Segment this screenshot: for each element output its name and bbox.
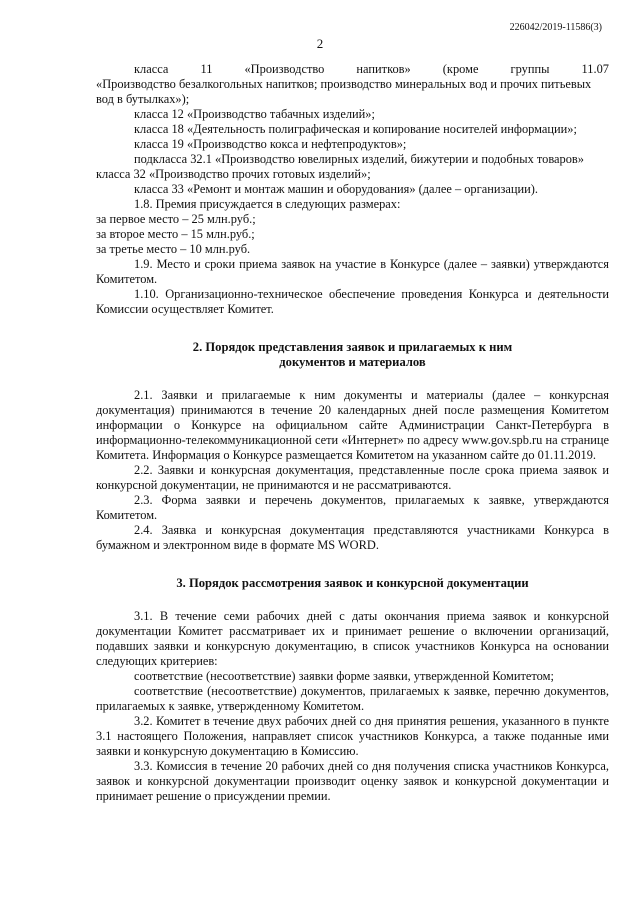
row-word: 11.07 (581, 62, 609, 76)
section-3-title: 3. Порядок рассмотрения заявок и конкурсной документации (176, 576, 529, 590)
paragraph-3-2: 3.2. Комитет в течение двух рабочих дней со дня принятия решения, указанного в пункте 3.1 настоящего Положения, направляет список участников Конкурса, а также поданные ими заявки и конкурсную документацию в Комиссию. (96, 714, 609, 758)
row-word: класса (134, 62, 169, 76)
row-word: напитков» (356, 62, 411, 76)
list-item: подкласса 32.1 «Производство ювелирных изделий, бижутерии и подобных товаров» (134, 152, 584, 166)
class-11-continuation: «Производство безалкогольных напитков; производство минеральных вод и прочих питьевых вод в бутылках»); (96, 77, 592, 106)
paragraph-2-1: 2.1. Заявки и прилагаемые к ним документы и материалы (далее – конкурсная документация) принимаются в течение 20 календарных дней после размещения Комитетом информации о Конкурсе на официальном сайте Администрации Санкт-Петербурга в информационно-телекоммуникационной сети «Интернет» по адресу www.gov.spb.ru на странице Комитета. Информация о Конкурсе размещается Комитетом на указанном сайте до 01.11.2019. (96, 388, 609, 462)
list-item: класса 19 «Производство кокса и нефтепродуктов»; (134, 137, 407, 151)
row-word: «Производство (244, 62, 325, 76)
list-item: класса 12 «Производство табачных изделий»; (134, 107, 375, 121)
paragraph-1-9: 1.9. Место и сроки приема заявок на участие в Конкурсе (далее – заявки) утверждаются Комитетом. (96, 257, 609, 286)
section-2-title-line1: 2. Порядок представления заявок и прилагаемых к ним (192, 340, 513, 354)
prize-item: за первое место – 25 млн.руб.; (96, 212, 256, 226)
paragraph-2-3: 2.3. Форма заявки и перечень документов, прилагаемых к заявке, утверждаются Комитетом. (96, 493, 609, 522)
paragraph-1-10: 1.10. Организационно-техническое обеспечение проведения Конкурса и деятельности Комиссии осуществляет Комитет. (96, 287, 609, 316)
page-number: 2 (316, 36, 324, 51)
prize-item: за третье место – 10 млн.руб. (96, 242, 251, 256)
criterion-1: соответствие (несоответствие) заявки форме заявки, утвержденной Комитетом; (134, 669, 554, 683)
row-word: группы (510, 62, 550, 76)
criterion-2: соответствие (несоответствие) документов, прилагаемых к заявке, перечню документов, прилагаемых к заявке, утвержденному Комитетом. (96, 684, 609, 713)
prize-item: за второе место – 15 млн.руб.; (96, 227, 255, 241)
section-2-title-line2: документов и материалов (279, 355, 426, 369)
class-11-row (96, 62, 609, 77)
row-word: (кроме (442, 62, 479, 76)
document-body (96, 62, 609, 804)
paragraph-2-4: 2.4. Заявка и конкурсная документация представляются участниками Конкурса в бумажном и электронном виде в формате MS WORD. (96, 523, 609, 552)
document-number: 226042/2019-11586(3) (509, 22, 602, 33)
list-item-continuation: класса 32 «Производство прочих готовых изделий»; (96, 167, 371, 181)
prize-intro: 1.8. Премия присуждается в следующих размерах: (134, 197, 401, 211)
paragraph-2-2: 2.2. Заявки и конкурсная документация, представленные после срока приема заявок и конкурсной документации, не принимаются и не рассматриваются. (96, 463, 609, 492)
paragraph-3-1: 3.1. В течение семи рабочих дней с даты окончания приема заявок и конкурсной документации Комитет рассматривает их и принимает решение о включении организаций, подавших заявки и конкурсную документацию, в список участников Конкурса на основании следующих критериев: (96, 609, 609, 668)
paragraph-3-3: 3.3. Комиссия в течение 20 рабочих дней со дня получения списка участников Конкурса, заявок и конкурсной документации производит оценку заявок и конкурсной документации и принимает решение о присуждении премии. (96, 759, 609, 803)
list-item: класса 33 «Ремонт и монтаж машин и оборудования» (далее – организации). (134, 182, 538, 196)
section-2-title (96, 340, 609, 370)
list-item: класса 18 «Деятельность полиграфическая и копирование носителей информации»; (134, 122, 577, 136)
row-word: 11 (200, 62, 213, 76)
